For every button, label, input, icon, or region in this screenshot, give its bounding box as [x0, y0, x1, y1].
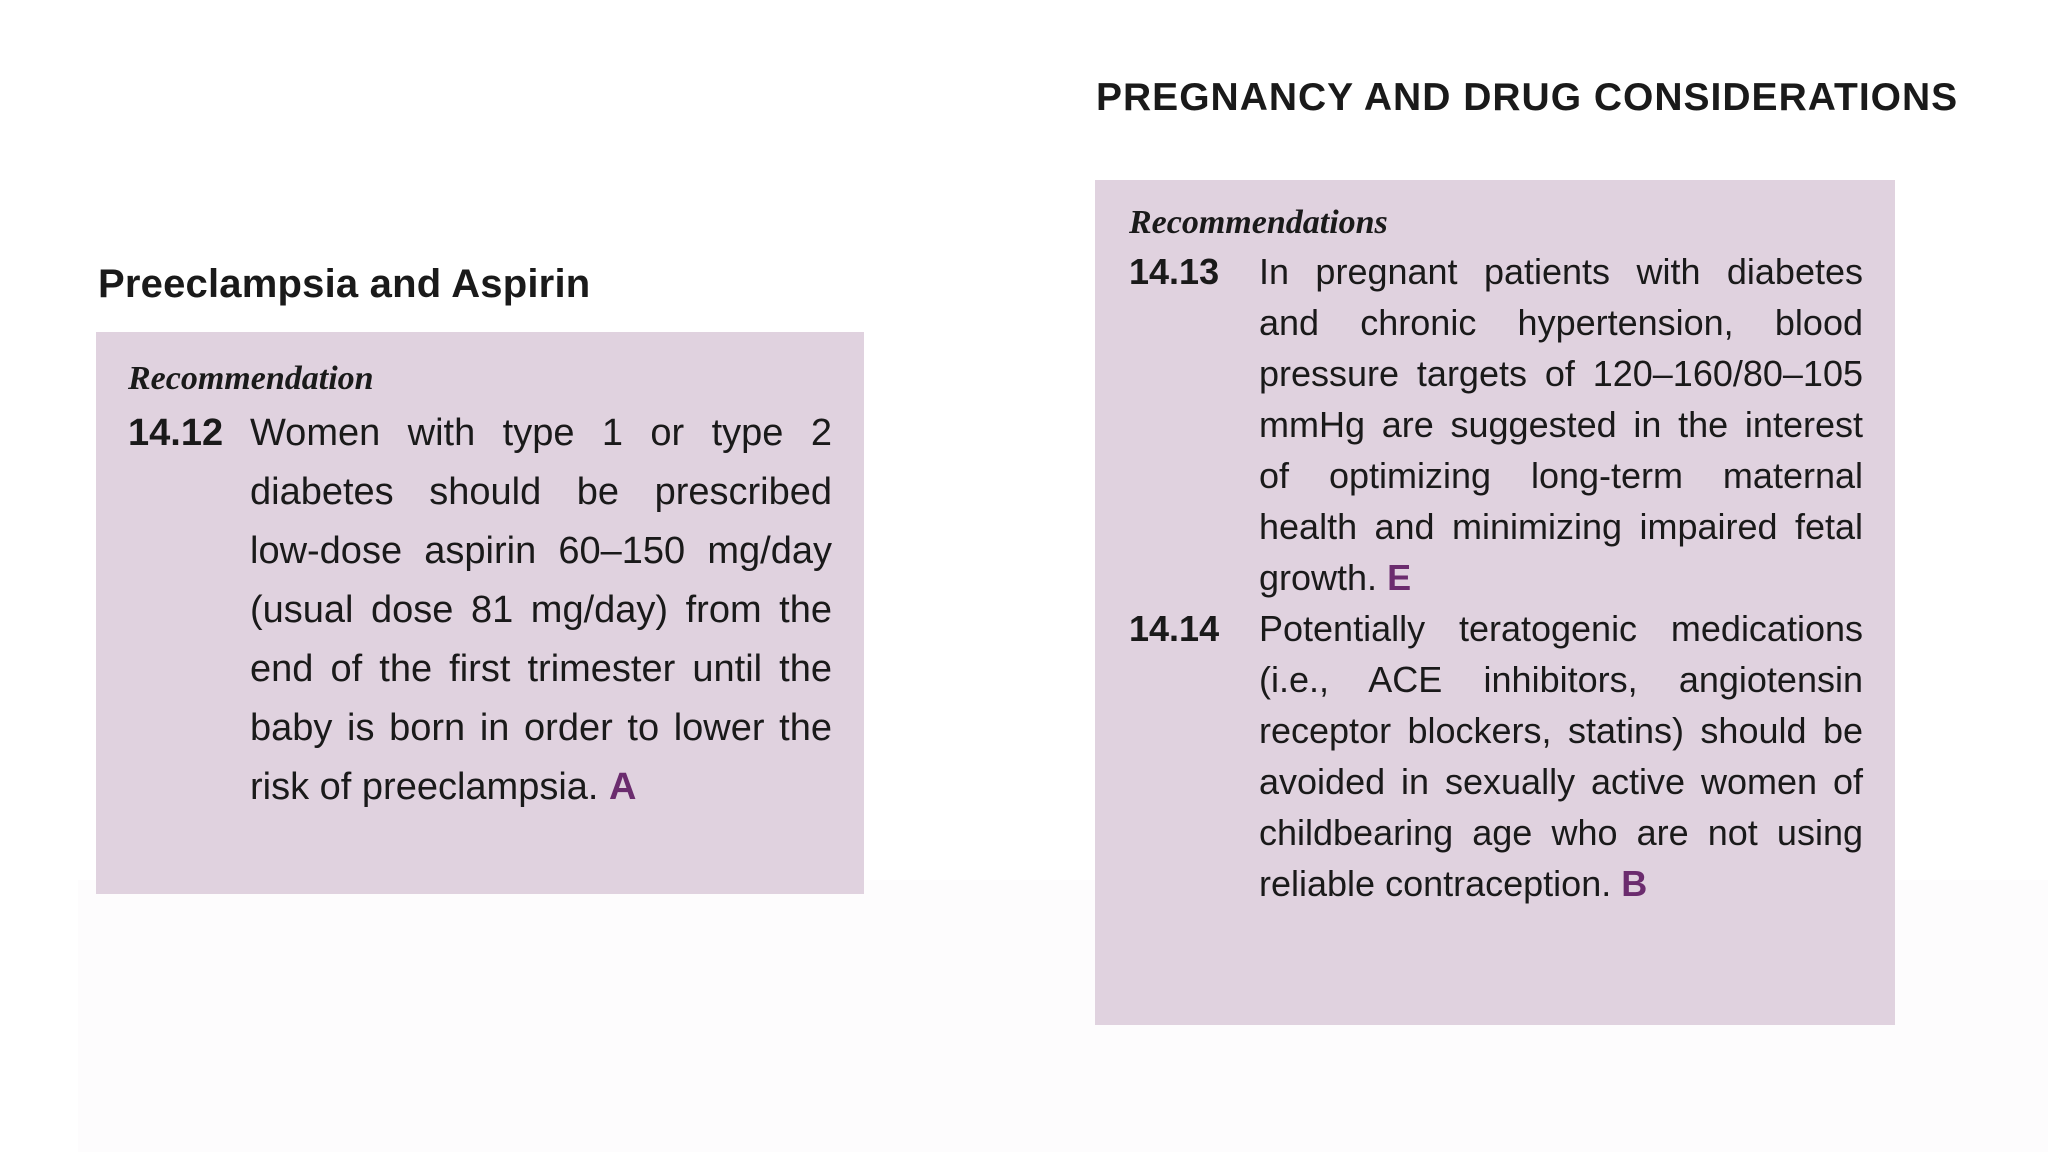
recommendation-item-14-13 — [1129, 246, 1863, 603]
evidence-grade: E — [1387, 557, 1412, 598]
recommendation-text-wrapper — [250, 404, 832, 817]
recommendation-text: In pregnant patients with diabetes and chronic hypertension, blood pressure targets of 120–160/80–105 mmHg are suggested in the interest of optimizing long-term maternal health and minimizing impaired fetal growth. — [1259, 251, 1863, 598]
recommendation-text: Women with type 1 or type 2 diabetes should be prescribed low-dose aspirin 60–150 mg/day (usual dose 81 mg/day) from the end of the first trimester until the baby is born in order to lower the risk of preeclampsia. — [250, 412, 832, 808]
recommendation-item-14-14 — [1129, 603, 1863, 909]
recommendation-number: 14.13 — [1129, 251, 1220, 292]
recommendation-box-preeclampsia — [96, 332, 864, 894]
recommendation-text-wrapper — [1259, 246, 1863, 603]
recommendation-text: Potentially teratogenic medications (i.e., ACE inhibitors, angiotensin receptor blockers, statins) should be avoided in sexually active women of childbearing age who are not using reliable contraception. — [1259, 608, 1863, 904]
evidence-grade: B — [1621, 863, 1648, 904]
recommendation-number: 14.14 — [1129, 608, 1220, 649]
section-heading-preeclampsia: Preeclampsia and Aspirin — [98, 262, 591, 306]
section-heading-pregnancy-drugs: PREGNANCY AND DRUG CONSIDERATIONS — [1096, 76, 1959, 119]
recommendations-label: Recommendations — [1129, 204, 1388, 241]
evidence-grade: A — [609, 766, 637, 808]
recommendation-text-wrapper — [1259, 603, 1863, 909]
recommendation-box-drug-considerations — [1095, 180, 1895, 1025]
recommendation-label: Recommendation — [128, 360, 374, 397]
recommendation-item-14-12 — [128, 404, 832, 817]
recommendation-number: 14.12 — [128, 412, 224, 454]
